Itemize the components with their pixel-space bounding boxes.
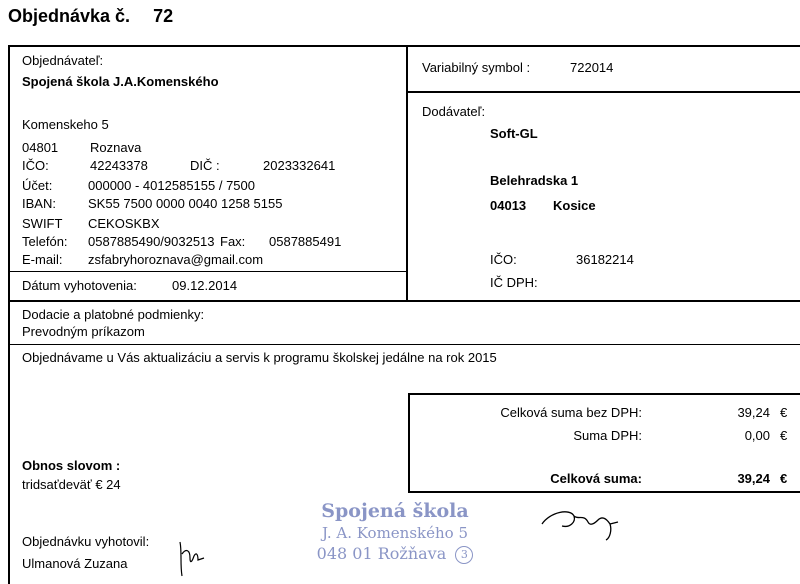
buyer-street: Komenskeho 5 <box>22 117 109 132</box>
school-stamp <box>300 500 490 564</box>
supplier-street: Belehradska 1 <box>490 173 579 188</box>
variable-symbol-label: Variabilný symbol : <box>422 60 531 75</box>
gross-currency: € <box>780 471 788 486</box>
stamp-line1: Spojená škola <box>321 500 469 522</box>
stamp-number: 3 <box>455 546 473 564</box>
buyer-swift: CEKOSKBX <box>88 216 160 231</box>
signature-issuer <box>174 532 208 578</box>
frame-top <box>8 45 800 47</box>
terms-label: Dodacie a platobné podmienky: <box>22 307 205 322</box>
buyer-swift-label: SWIFT <box>22 216 63 231</box>
buyer-email: zsfabryhoroznava@gmail.com <box>88 252 264 267</box>
gross-value: 39,24 <box>737 471 770 486</box>
buyer-phone-label: Telefón: <box>22 234 68 249</box>
frame-left <box>8 45 10 584</box>
supplier-label: Dodávateľ: <box>422 104 486 119</box>
buyer-account: 000000 - 4012585155 / 7500 <box>88 178 255 193</box>
buyer-name: Spojená škola J.A.Komenského <box>22 74 219 89</box>
terms-value: Prevodným príkazom <box>22 324 145 339</box>
net-currency: € <box>780 405 788 420</box>
signature-approver <box>540 502 630 542</box>
buyer-right-border <box>406 45 408 301</box>
supplier-zip: 04013 <box>490 198 527 213</box>
issued-by-label: Objednávku vyhotovil: <box>22 534 150 549</box>
stamp-line2: J. A. Komenského 5 <box>321 524 468 542</box>
buyer-zip: 04801 <box>22 140 59 155</box>
words-label: Obnos slovom : <box>22 458 121 473</box>
section-divider <box>8 300 800 302</box>
terms-divider <box>8 344 800 345</box>
vs-bottom-border <box>406 91 800 93</box>
net-label: Celková suma bez DPH: <box>500 405 642 420</box>
buyer-fax: 0587885491 <box>269 234 342 249</box>
vat-label: Suma DPH: <box>573 428 642 443</box>
words-value: tridsaťdeväť € 24 <box>22 477 121 492</box>
issued-by-name: Ulmanová Zuzana <box>22 556 128 571</box>
stamp-city: 048 01 Rožňava <box>316 544 447 563</box>
buyer-dic: 2023332641 <box>263 158 336 173</box>
buyer-label: Objednávateľ: <box>22 53 104 68</box>
buyer-city: Roznava <box>90 140 142 155</box>
order-number: 72 <box>153 6 174 26</box>
supplier-city: Kosice <box>553 198 596 213</box>
supplier-icdph-label: IČ DPH: <box>490 275 538 290</box>
stamp-line3 <box>300 544 490 564</box>
title-label: Objednávka č. <box>8 6 131 26</box>
buyer-iban: SK55 7500 0000 0040 1258 5155 <box>88 196 283 211</box>
date-top-border <box>8 271 408 272</box>
net-value: 39,24 <box>737 405 770 420</box>
page-title <box>8 6 173 27</box>
buyer-account-label: Účet: <box>22 178 53 193</box>
issue-date: 09.12.2014 <box>172 278 238 293</box>
variable-symbol: 722014 <box>570 60 614 75</box>
buyer-phone: 0587885490/9032513 <box>88 234 215 249</box>
totals-left <box>408 393 410 493</box>
totals-top <box>408 393 800 395</box>
supplier-ico-label: IČO: <box>490 252 517 267</box>
totals-bottom <box>408 491 800 493</box>
vat-currency: € <box>780 428 788 443</box>
issue-date-label: Dátum vyhotovenia: <box>22 278 137 293</box>
supplier-name: Soft-GL <box>490 126 538 141</box>
buyer-iban-label: IBAN: <box>22 196 56 211</box>
buyer-ico: 42243378 <box>90 158 148 173</box>
buyer-ico-label: IČO: <box>22 158 49 173</box>
vat-value: 0,00 <box>744 428 770 443</box>
buyer-dic-label: DIČ : <box>190 158 220 173</box>
supplier-ico: 36182214 <box>576 252 634 267</box>
buyer-fax-label: Fax: <box>220 234 246 249</box>
order-text: Objednávame u Vás aktualizáciu a servis k programu školskej jedálne na rok 2015 <box>22 350 497 365</box>
gross-label: Celková suma: <box>550 471 642 486</box>
buyer-email-label: E-mail: <box>22 252 63 267</box>
